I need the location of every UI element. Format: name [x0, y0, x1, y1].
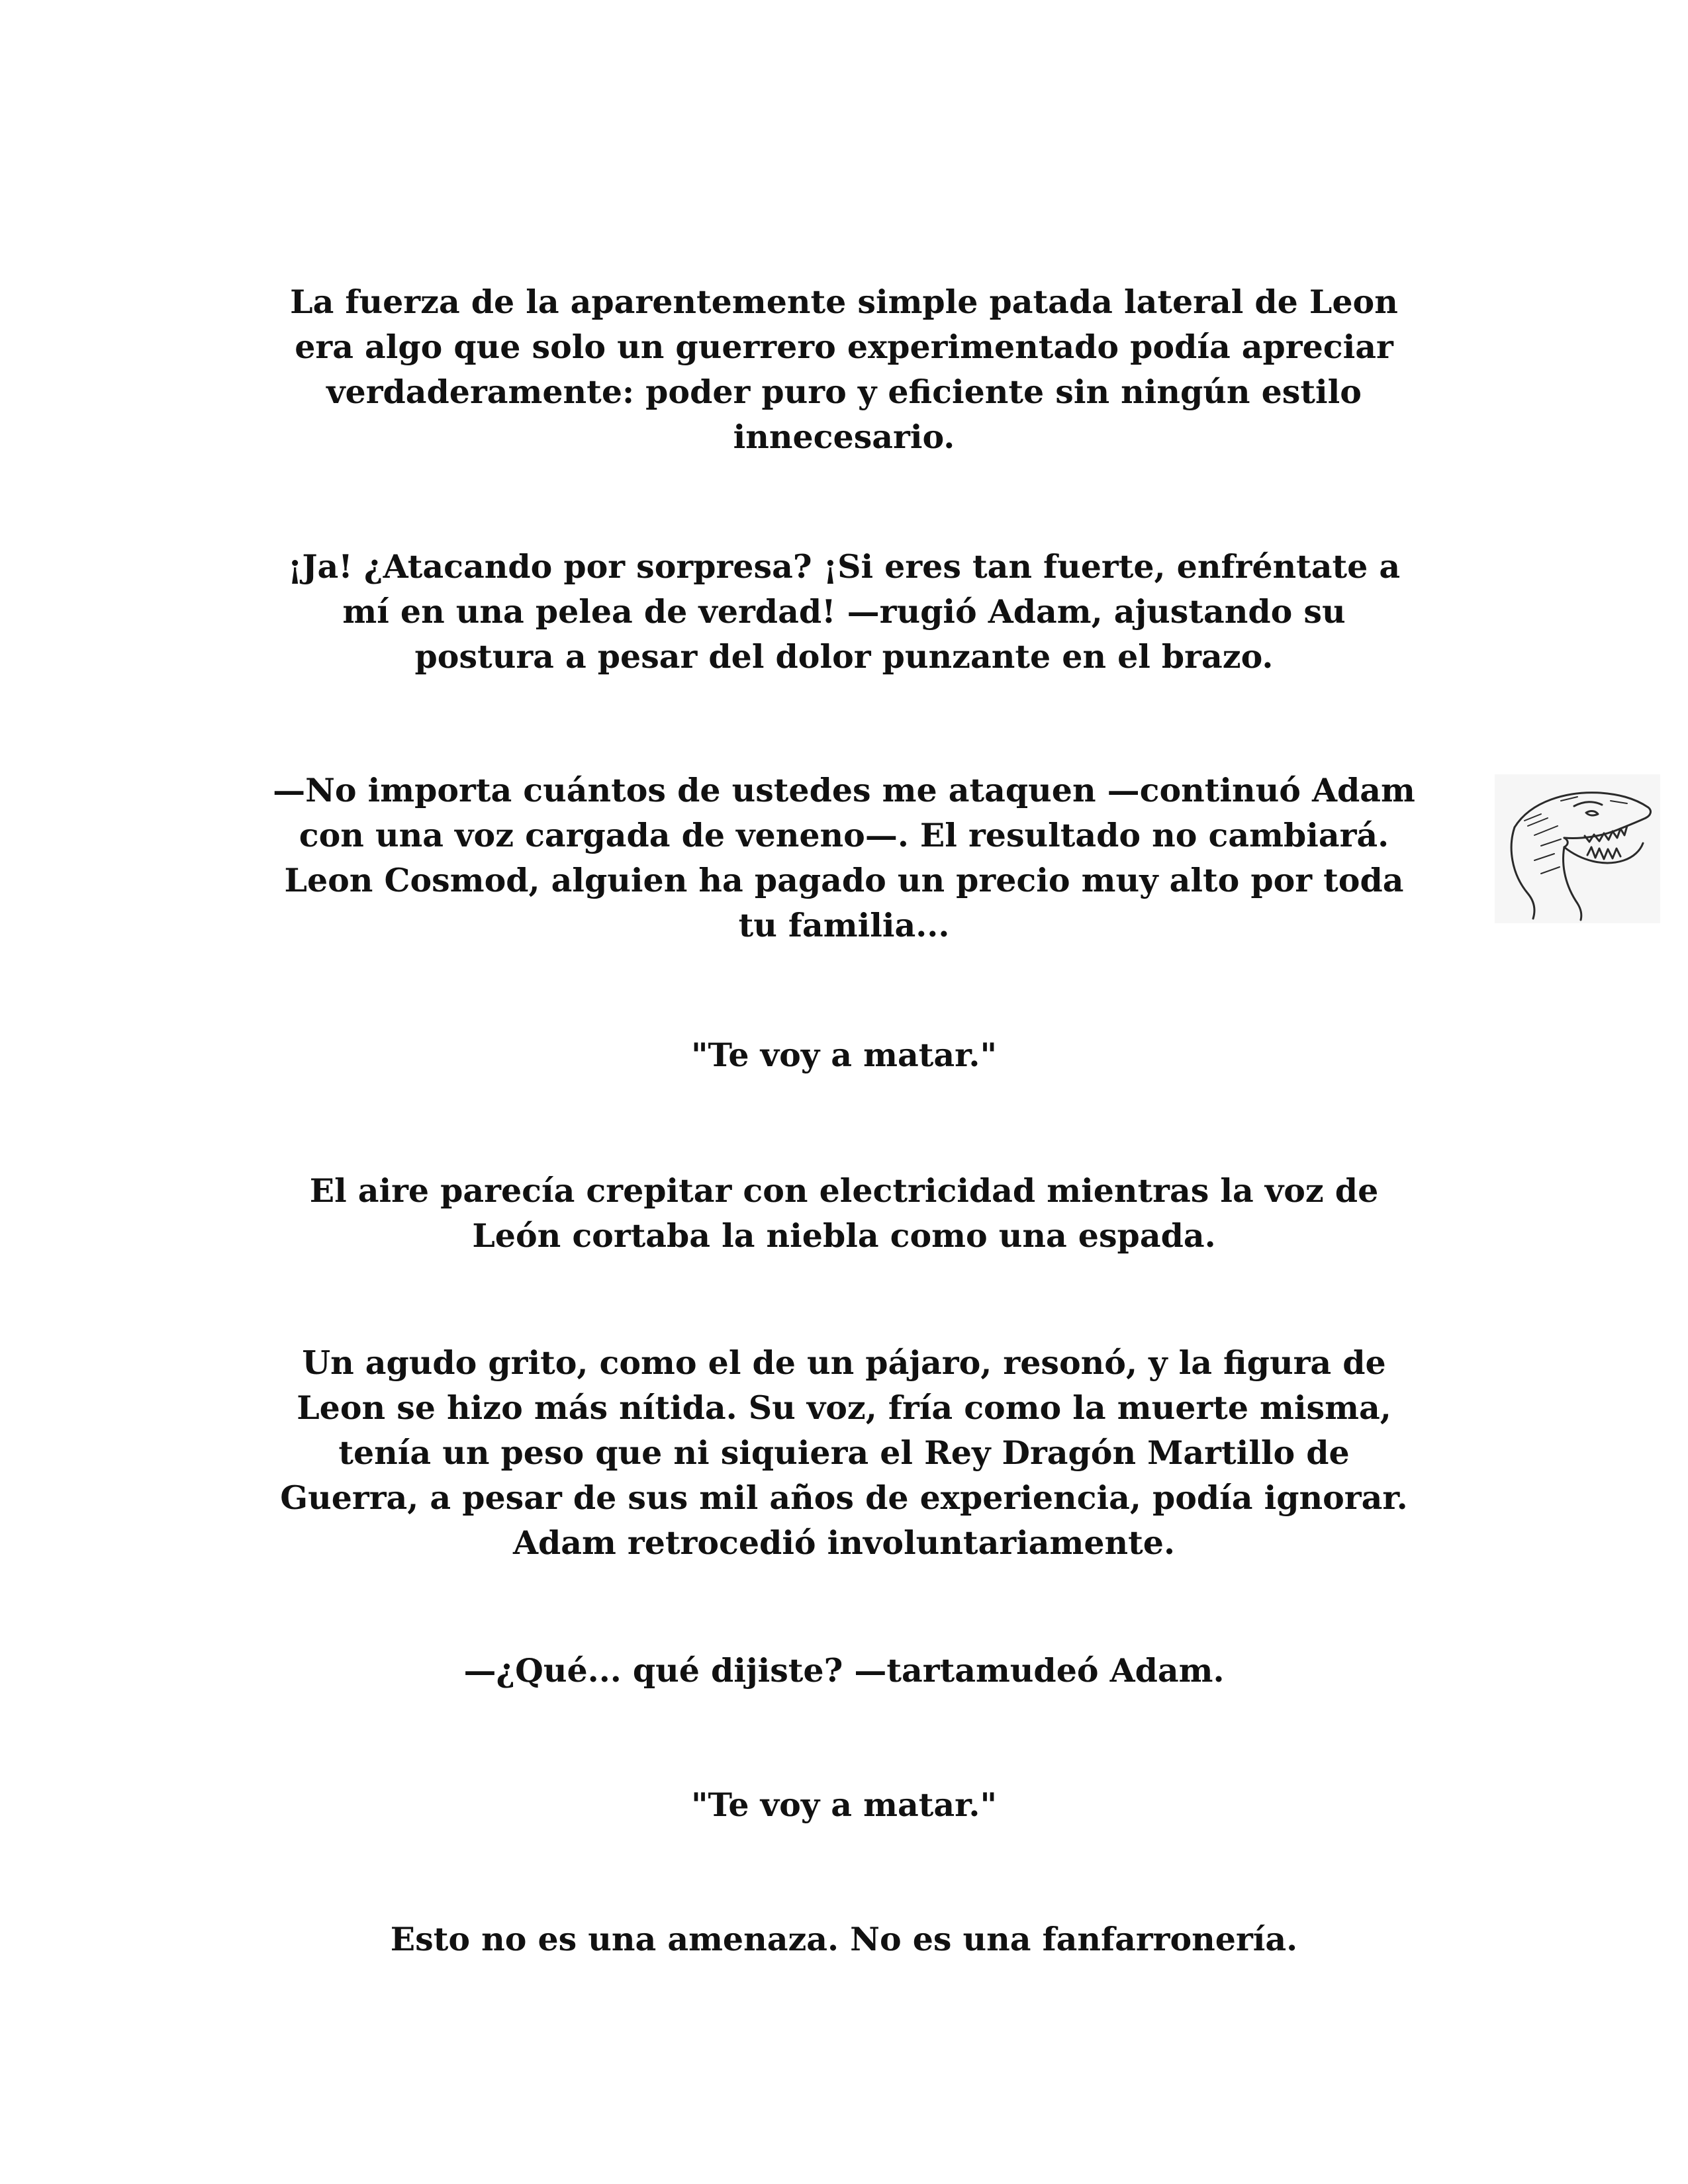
- paragraph-6: Un agudo grito, como el de un pájaro, resonó, y la figura de Leon se hizo más nítida. Su voz, fría como la muerte misma, tenía un peso que ni siquiera el Rey Dragón Martillo de Guerra, a pesar de sus mil años de experiencia, podía ignorar. Adam retrocedió involuntariamente.: [280, 1343, 1408, 1562]
- paragraph-4: "Te voy a matar.": [691, 1036, 997, 1074]
- paragraph-7: —¿Qué... qué dijiste? —tartamudeó Adam.: [463, 1651, 1225, 1690]
- paragraph-1: La fuerza de la aparentemente simple patada lateral de Leon era algo que solo un guerrero experimentado podía apreciar verdaderamente: poder puro y eficiente sin ningún estilo innecesario.: [290, 283, 1398, 456]
- paragraph-9: Esto no es una amenaza. No es una fanfarronería.: [390, 1920, 1298, 1958]
- paragraph-2: ¡Ja! ¿Atacando por sorpresa? ¡Si eres tan fuerte, enfréntate a mí en una pelea de verdad! —rugió Adam, ajustando su postura a pesar del dolor punzante en el brazo.: [287, 547, 1401, 676]
- paragraph-8: "Te voy a matar.": [691, 1786, 997, 1824]
- dinosaur-head-sketch-icon: [1495, 774, 1660, 923]
- paragraph-5: El aire parecía crepitar con electricidad mientras la voz de León cortaba la niebla como una espada.: [309, 1171, 1379, 1255]
- paragraph-3: —No importa cuántos de ustedes me ataquen —continuó Adam con una voz cargada de veneno—. El resultado no cambiará. Leon Cosmod, alguien ha pagado un precio muy alto por toda tu familia...: [273, 771, 1415, 944]
